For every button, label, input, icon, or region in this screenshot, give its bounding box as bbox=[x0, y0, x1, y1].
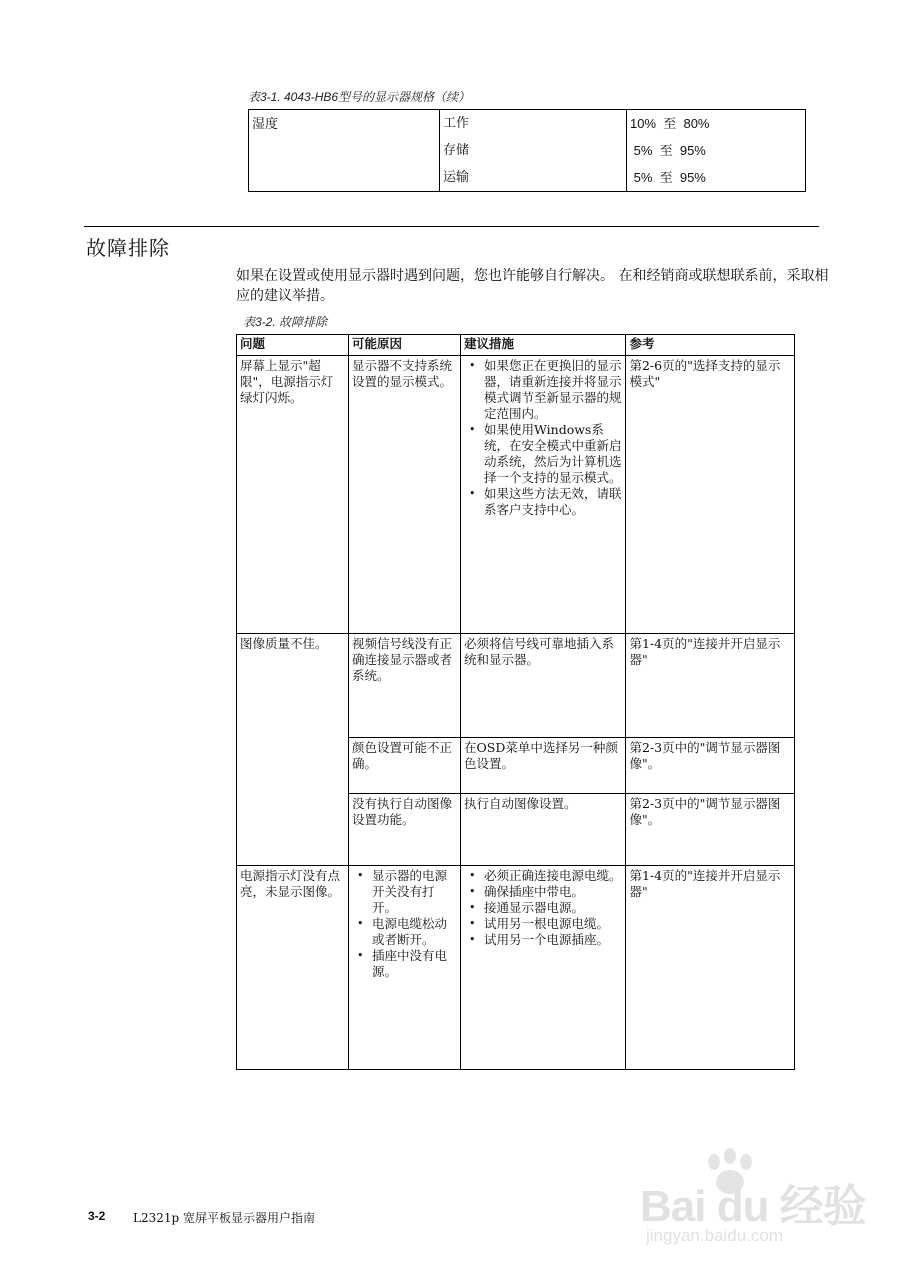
cause-cell: 显示器不支持系统设置的显示模式。 bbox=[349, 356, 461, 634]
action-cell: 在OSD菜单中选择另一种颜色设置。 bbox=[461, 738, 626, 794]
humidity-spec-table bbox=[248, 109, 806, 192]
troubleshooting-table bbox=[236, 334, 795, 1070]
table-row bbox=[237, 866, 795, 1070]
action-cell: 执行自动图像设置。 bbox=[461, 794, 626, 866]
watermark-brand: Bai du 经验 bbox=[640, 1182, 866, 1231]
reference-cell: 第1-4页的"连接并开启显示器" bbox=[626, 634, 795, 738]
footer-title: L2321p 宽屏平板显示器用户指南 bbox=[133, 1211, 316, 1225]
cause-cell bbox=[349, 866, 461, 1070]
problem-cell: 电源指示灯没有点亮，未显示图像。 bbox=[237, 866, 349, 1070]
table-row bbox=[237, 634, 795, 738]
condition-operating: 工作 bbox=[443, 116, 470, 131]
section-title: 故障排除 bbox=[86, 236, 170, 260]
action-item: • 确保插座中带电。 bbox=[484, 884, 622, 900]
action-item: • 如果您正在更换旧的显示器，请重新连接并将显示模式调节至新显示器的规定范围内。 bbox=[484, 358, 622, 422]
problem-cell: 屏幕上显示"超限"，电源指示灯绿灯闪烁。 bbox=[237, 356, 349, 634]
problem-cell: 图像质量不佳。 bbox=[237, 634, 349, 866]
cause-item: • 电源电缆松动或者断开。 bbox=[372, 916, 457, 948]
cause-item: • 插座中没有电源。 bbox=[372, 948, 457, 980]
table-header-row bbox=[237, 335, 795, 356]
humidity-conditions bbox=[440, 110, 627, 192]
action-item: • 如果这些方法无效，请联系客户支持中心。 bbox=[484, 486, 622, 518]
baidu-jingyan-watermark bbox=[640, 1148, 870, 1253]
footer-page-number: 3-2 bbox=[88, 1209, 106, 1223]
trouble-table-caption: 表3-2. 故障排除 bbox=[243, 315, 328, 329]
action-item: • 试用另一个电源插座。 bbox=[484, 932, 622, 948]
action-cell bbox=[461, 866, 626, 1070]
cause-cell: 没有执行自动图像设置功能。 bbox=[349, 794, 461, 866]
action-item: • 必须正确连接电源电缆。 bbox=[484, 868, 622, 884]
condition-storage: 存储 bbox=[443, 143, 470, 158]
action-item: • 接通显示器电源。 bbox=[484, 900, 622, 916]
humidity-label: 湿度 bbox=[249, 110, 440, 192]
header-problem: 问题 bbox=[237, 335, 349, 356]
value-storage: 5% 至 95% bbox=[630, 143, 706, 158]
section-divider bbox=[84, 226, 819, 227]
action-item: • 试用另一根电源电缆。 bbox=[484, 916, 622, 932]
intro-paragraph: 如果在设置或使用显示器时遇到问题，您也许能够自行解决。 在和经销商或联想联系前，采取相应的建议举措。 bbox=[236, 268, 829, 304]
condition-shipping: 运输 bbox=[443, 170, 470, 185]
header-cause: 可能原因 bbox=[349, 335, 461, 356]
header-reference: 参考 bbox=[626, 335, 795, 356]
action-cell: 必须将信号线可靠地插入系统和显示器。 bbox=[461, 634, 626, 738]
spec-table-caption: 表3-1. 4043-HB6型号的显示器规格（续） bbox=[248, 90, 471, 104]
value-operating: 10% 至 80% bbox=[630, 116, 710, 131]
cause-cell: 视频信号线没有正确连接显示器或者系统。 bbox=[349, 634, 461, 738]
table-row bbox=[237, 356, 795, 634]
watermark-url: jingyan.baidu.com bbox=[646, 1226, 784, 1245]
cause-cell: 颜色设置可能不正确。 bbox=[349, 738, 461, 794]
action-item: • 如果使用Windows系统，在安全模式中重新启动系统，然后为计算机选择一个支持的显示模式。 bbox=[484, 422, 622, 486]
action-cell bbox=[461, 356, 626, 634]
reference-cell: 第2-6页的"选择支持的显示模式" bbox=[626, 356, 795, 634]
reference-cell: 第1-4页的"连接并开启显示器" bbox=[626, 866, 795, 1070]
reference-cell: 第2-3页中的"调节显示器图像"。 bbox=[626, 738, 795, 794]
humidity-values bbox=[627, 110, 806, 192]
cause-item: • 显示器的电源开关没有打开。 bbox=[372, 868, 457, 916]
header-action: 建议措施 bbox=[461, 335, 626, 356]
value-shipping: 5% 至 95% bbox=[630, 170, 706, 185]
reference-cell: 第2-3页中的"调节显示器图像"。 bbox=[626, 794, 795, 866]
